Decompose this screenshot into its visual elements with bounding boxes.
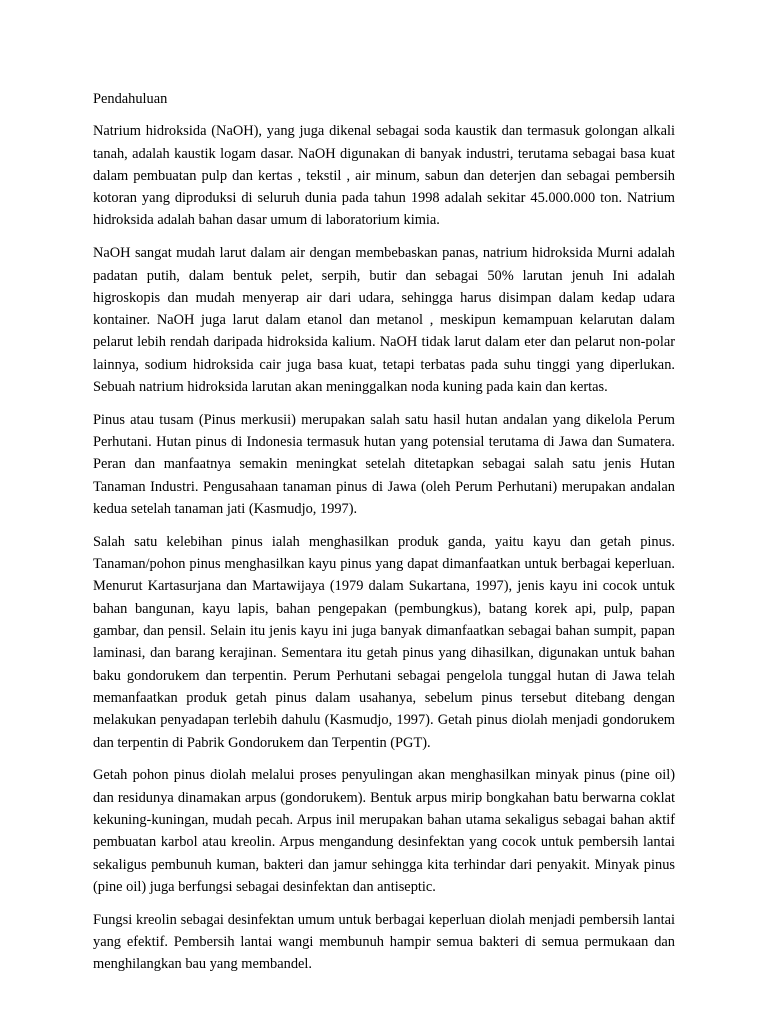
paragraph-pinus-intro: Pinus atau tusam (Pinus merkusii) merupakan salah satu hasil hutan andalan yang dikelola Perum Perhutani. Hutan pinus di Indonesia termasuk hutan yang potensial terutama di Jawa dan Sumatera. Peran dan manfaatnya semakin meningkat setelah ditetapkan sebagai salah satu jenis Hutan Tanaman Industri. Pengusahaan tanaman pinus di Jawa (oleh Perum Perhutani) merupakan andalan kedua setelah tanaman jati (Kasmudjo, 1997). xyxy=(93,411,675,518)
section-heading: Pendahuluan xyxy=(93,91,168,107)
paragraph-naoh-intro: Natrium hidroksida (NaOH), yang juga dikenal sebagai soda kaustik dan termasuk golongan alkali tanah, adalah kaustik logam dasar. NaOH digunakan di banyak industri, terutama sebagai basa kuat dalam pembuatan pulp dan kertas , tekstil , air minum, sabun dan deterjen dan sebagai pembersih kotoran yang diproduksi di seluruh dunia pada tahun 1998 adalah sekitar 45.000.000 ton. Natrium hidroksida adalah bahan dasar umum di laboratorium kimia. xyxy=(93,123,675,229)
paragraph-getah-pinus: Getah pohon pinus diolah melalui proses penyulingan akan menghasilkan minyak pinus (pine oil) dan residunya dinamakan arpus (gondorukem). Bentuk arpus mirip bongkahan batu berwarna coklat kekuning-kuningan, mudah pecah. Arpus inil merupakan bahan utama sekaligus sebagai bahan aktif pembuatan karbol atau kreolin. Arpus mengandung desinfektan yang cocok untuk pembersih lantai sekaligus pembunuh kuman, bakteri dan jamur sehingga kita terhindar dari penyakit. Minyak pinus (pine oil) juga berfungsi sebagai desinfektan dan antiseptic. xyxy=(93,767,675,895)
paragraph-pinus-products: Salah satu kelebihan pinus ialah menghasilkan produk ganda, yaitu kayu dan getah pinus. Tanaman/pohon pinus menghasilkan kayu pinus yang dapat dimanfaatkan untuk berbagai keperluan. Menurut Kartasurjana dan Martawijaya (1979 dalam Sukartana, 1997), jenis kayu ini cocok untuk bahan bangunan, kayu lapis, bahan pengepakan (pembungkus), batang korek api, pulp, papan gambar, dan pensil. Selain itu jenis kayu ini juga banyak dimanfaatkan sebagai bahan sumpit, papan laminasi, dan barang kerajinan. Sementara itu getah pinus yang dihasilkan, digunakan untuk bahan baku gondorukem dan terpentin. Perum Perhutani sebagai pengelola tunggal hutan di Jawa telah memanfaatkan produk getah pinus dalam usahanya, sebelum pinus tersebut ditebang dengan melakukan penyadapan terlebih dahulu (Kasmudjo, 1997). Getah pinus diolah menjadi gondorukem dan terpentin di Pabrik Gondorukem dan Terpentin (PGT). xyxy=(93,533,675,751)
paragraph-naoh-properties: NaOH sangat mudah larut dalam air dengan membebaskan panas, natrium hidroksida Murni adalah padatan putih, dalam bentuk pelet, serpih, butir dan sebagai 50% larutan jenuh Ini adalah higroskopis dan mudah menyerap air dari udara, sehingga harus disimpan dalam kedap udara kontainer. NaOH juga larut dalam etanol dan metanol , meskipun kemampuan kelarutan dalam pelarut lebih rendah daripada hidroksida kalium. NaOH tidak larut dalam eter dan pelarut non-polar lainnya, sodium hidroksida cair juga basa kuat, tetapi terbatas pada suhu tinggi yang diperlukan. Sebuah natrium hidroksida larutan akan meninggalkan noda kuning pada kain dan kertas. xyxy=(93,245,675,396)
document-page xyxy=(93,88,675,986)
paragraph-kreolin: Fungsi kreolin sebagai desinfektan umum untuk berbagai keperluan diolah menjadi pembersih lantai yang efektif. Pembersih lantai wangi membunuh hampir semua bakteri di semua permukaan dan menghilangkan bau yang membandel. xyxy=(93,911,675,973)
